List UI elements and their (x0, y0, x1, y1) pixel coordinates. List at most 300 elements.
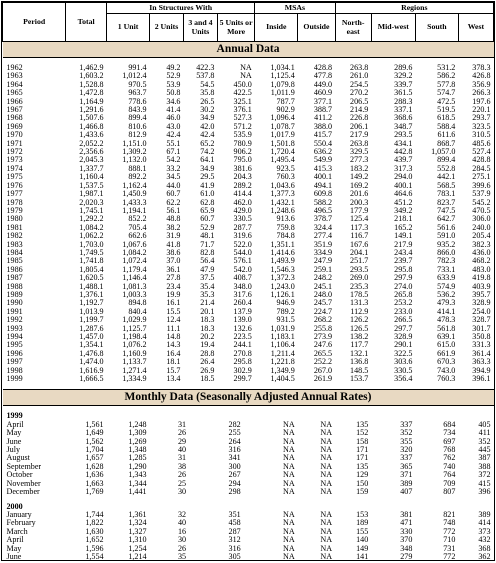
cell-outside: NA (320, 535, 333, 545)
cell-northeast: 251.7 (350, 256, 369, 266)
cell-south: 760.3 (437, 374, 456, 384)
cell-period: April (6, 535, 24, 545)
cell-two-units: 36.1 (166, 264, 181, 274)
cell-west: 240.0 (472, 222, 491, 232)
cell-total: 1,652 (85, 535, 104, 545)
cell-inside: 1,106.4 (270, 340, 295, 350)
cell-outside: NA (320, 461, 333, 471)
cell-inside: NA (283, 487, 295, 497)
cell-total: 1,663 (85, 478, 104, 488)
cell-total: 1,376.1 (79, 289, 104, 299)
cell-two-units: 50.8 (166, 88, 181, 98)
cell-west: 301.7 (472, 323, 491, 333)
cell-period: 1988 (6, 281, 23, 291)
cell-west: 396.1 (472, 374, 491, 384)
cell-five-plus-units: 294 (228, 478, 241, 488)
cell-one-unit: 705.4 (128, 222, 147, 232)
cell-inside: 1,349.9 (270, 365, 295, 375)
cell-midwest: 337 (400, 453, 413, 463)
cell-five-plus-units: 255 (228, 428, 241, 438)
cell-northeast: 269.0 (350, 273, 369, 283)
year-header-row (3, 503, 494, 511)
header-outside: Outside (298, 14, 335, 42)
cell-midwest: 320 (400, 445, 413, 455)
cell-midwest: 218.1 (394, 214, 413, 224)
cell-period: 1989 (6, 289, 23, 299)
cell-outside: 428.8 (313, 63, 333, 72)
cell-inside: 1,501.8 (270, 138, 295, 148)
cell-outside: 255.8 (313, 323, 333, 333)
cell-period: 1983 (6, 239, 23, 249)
table-row (3, 421, 494, 429)
cell-west: 372 (478, 470, 491, 480)
cell-northeast: 125.4 (350, 214, 369, 224)
cell-northeast: 126.2 (350, 315, 369, 325)
cell-inside: NA (283, 535, 295, 545)
cell-five-plus-units: 576.1 (233, 256, 252, 266)
year-header-row (3, 412, 494, 420)
cell-northeast: 183.2 (350, 163, 369, 173)
cell-inside: 1,043.6 (270, 180, 295, 190)
cell-midwest: 337.1 (394, 105, 413, 115)
cell-two-units: 34.6 (166, 96, 181, 106)
cell-northeast: 149.2 (350, 172, 369, 182)
cell-two-to-four-units: 32 (177, 509, 187, 519)
cell-northeast: 112.9 (350, 306, 369, 316)
cell-west: 389 (478, 509, 491, 519)
cell-five-plus-units: 132.6 (233, 323, 252, 333)
cell-three-four-units: 71.7 (200, 239, 215, 249)
table-row (3, 454, 494, 462)
cell-five-plus-units: 316 (228, 543, 241, 553)
cell-south: 472.5 (437, 96, 456, 106)
cell-two-units: 48.8 (166, 214, 181, 224)
cell-inside: 946.9 (276, 298, 295, 308)
cell-total: 1,337.7 (79, 163, 104, 173)
cell-period: 1968 (6, 113, 23, 123)
cell-period: 1970 (6, 130, 23, 140)
cell-two-units: 34.5 (166, 172, 181, 182)
cell-outside: 247.6 (313, 340, 333, 350)
cell-outside: NA (320, 478, 333, 488)
cell-south: 740 (443, 461, 456, 471)
cell-midwest: 290.1 (394, 340, 413, 350)
cell-inside: 1,248.6 (270, 205, 295, 215)
cell-west: 411 (478, 428, 491, 438)
table-row (3, 536, 494, 544)
cell-west: 399.6 (472, 180, 491, 190)
cell-three-four-units: 54.5 (200, 79, 215, 89)
cell-outside: 609.8 (313, 189, 333, 199)
cell-two-units: 14.3 (166, 340, 181, 350)
cell-period: 1980 (6, 214, 23, 224)
cell-total: 1,474.0 (79, 357, 104, 367)
cell-total: 1,741.8 (79, 256, 104, 266)
cell-five-plus-units: 376.1 (233, 105, 252, 115)
cell-midwest: 293.5 (394, 130, 413, 140)
cell-period: 1962 (6, 63, 23, 72)
cell-three-four-units: 20.1 (200, 306, 215, 316)
table-row (3, 488, 494, 496)
cell-inside: NA (283, 470, 295, 480)
annual-data-banner: Annual Data (3, 42, 494, 58)
cell-total: 1,472.8 (79, 88, 104, 98)
cell-outside: NA (320, 445, 333, 455)
cell-total: 1,628 (85, 461, 104, 471)
cell-two-units: 62.2 (166, 197, 181, 207)
cell-south: 935.2 (437, 239, 456, 249)
cell-one-unit: 1,081.3 (122, 281, 147, 291)
cell-three-four-units: 37.5 (200, 273, 215, 283)
cell-inside: NA (283, 518, 295, 528)
cell-outside: NA (320, 487, 333, 497)
cell-total: 1,084.2 (79, 222, 104, 232)
cell-west: 436.0 (472, 247, 491, 257)
cell-south: 772 (443, 551, 456, 561)
cell-northeast: 150 (356, 478, 369, 488)
cell-total: 1,987.1 (79, 189, 104, 199)
cell-one-unit: 852.2 (128, 214, 147, 224)
cell-outside: NA (320, 518, 333, 528)
cell-three-four-units: 26.4 (200, 357, 215, 367)
cell-period: 1985 (6, 256, 23, 266)
cell-period: 1971 (6, 138, 23, 148)
cell-two-units: 37.0 (166, 256, 181, 266)
cell-south: 866.0 (437, 247, 456, 257)
cell-three-four-units: 41.9 (200, 180, 215, 190)
cell-outside: 334.9 (313, 247, 333, 257)
cell-inside: NA (283, 453, 295, 463)
cell-three-four-units: 26.9 (200, 365, 215, 375)
cell-outside: 588.2 (313, 197, 333, 207)
cell-two-to-four-units: 16 (177, 526, 187, 536)
cell-three-four-units: 60.7 (200, 214, 215, 224)
cell-two-units: 16.4 (166, 348, 181, 358)
cell-south: 574.7 (437, 88, 456, 98)
cell-northeast: 217.9 (350, 130, 369, 140)
header-period: Period (3, 3, 66, 42)
cell-west: 328.9 (472, 298, 491, 308)
cell-midwest: 329.2 (394, 71, 413, 81)
annual-data-section (3, 42, 494, 384)
cell-outside: 248.2 (313, 273, 333, 283)
cell-inside: NA (283, 419, 295, 429)
cell-west: 254.0 (472, 306, 491, 316)
cell-three-four-units: 64.1 (200, 155, 215, 165)
cell-five-plus-units: 330.5 (233, 214, 252, 224)
cell-two-units: 43.0 (166, 121, 181, 131)
cell-outside: 494.1 (313, 180, 333, 190)
cell-midwest: 265.8 (394, 289, 413, 299)
cell-west: 205.4 (472, 231, 491, 241)
cell-northeast: 135 (356, 461, 369, 471)
cell-one-unit: 1,310 (128, 535, 147, 545)
cell-one-unit: 1,285 (128, 453, 147, 463)
cell-outside: 261.9 (313, 374, 333, 384)
table-row (3, 511, 494, 519)
cell-five-plus-units: 305 (228, 551, 241, 561)
cell-total: 1,603.2 (79, 71, 104, 81)
cell-inside: 1,495.4 (270, 155, 295, 165)
cell-five-plus-units: 381.6 (233, 163, 252, 173)
cell-northeast: 263.8 (350, 138, 369, 148)
cell-south: 588.4 (437, 121, 456, 131)
cell-five-plus-units: 300 (228, 461, 241, 471)
cell-two-units: 67.1 (166, 147, 181, 157)
cell-period: October (6, 470, 33, 480)
cell-west: 395.7 (472, 289, 491, 299)
cell-three-four-units: 34.9 (200, 163, 215, 173)
cell-northeast: 200.3 (350, 197, 369, 207)
cell-outside: 388.7 (313, 105, 333, 115)
cell-outside: 351.9 (313, 239, 333, 249)
cell-northeast: 153 (356, 509, 369, 519)
cell-south: 586.2 (437, 71, 456, 81)
cell-two-units: 15.5 (166, 306, 181, 316)
cell-northeast: 153.7 (350, 374, 369, 384)
cell-period: 1979 (6, 205, 23, 215)
cell-south: 1,057.0 (431, 147, 456, 157)
cell-inside: 902.9 (276, 105, 295, 115)
cell-west: 468.2 (472, 256, 491, 266)
cell-northeast: 189 (356, 518, 369, 528)
cell-two-units: 27.8 (166, 273, 181, 283)
cell-period: January (6, 509, 32, 519)
cell-northeast: 329.5 (350, 147, 369, 157)
cell-midwest: 355 (400, 436, 413, 446)
cell-total: 1,554 (85, 551, 104, 561)
cell-midwest: 239.7 (394, 256, 413, 266)
cell-midwest: 297.7 (394, 323, 413, 333)
cell-outside: 636.2 (313, 147, 333, 157)
cell-one-unit: 840.4 (128, 306, 147, 316)
cell-inside: NA (283, 428, 295, 438)
cell-northeast: 149 (356, 543, 369, 553)
table-row (3, 463, 494, 471)
housing-starts-table (2, 2, 494, 561)
cell-total: 1,562 (85, 436, 104, 446)
cell-inside: 1,011.9 (270, 88, 295, 98)
cell-midwest: 217.9 (394, 239, 413, 249)
cell-five-plus-units: 295.8 (233, 357, 252, 367)
cell-three-four-units: 62.8 (200, 197, 215, 207)
cell-period: 1978 (6, 197, 23, 207)
cell-two-to-four-units: 40 (177, 445, 187, 455)
cell-midwest: 439.7 (394, 155, 413, 165)
cell-one-unit: 963.7 (128, 88, 147, 98)
cell-inside: NA (283, 461, 295, 471)
cell-period: June (6, 551, 22, 561)
cell-midwest: 370 (400, 535, 413, 545)
cell-west: 275.1 (472, 172, 491, 182)
cell-three-four-units: 34.9 (200, 113, 215, 123)
cell-south: 531.2 (437, 63, 456, 72)
cell-west: 387 (478, 453, 491, 463)
cell-outside: 415.7 (313, 130, 333, 140)
cell-inside: 923.5 (276, 163, 295, 173)
table-row (3, 471, 494, 479)
cell-one-unit: 1,248 (128, 419, 147, 429)
cell-total: 1,466.8 (79, 121, 104, 131)
cell-south: 611.6 (437, 130, 456, 140)
cell-outside: NA (320, 551, 333, 561)
cell-three-four-units: 82.8 (200, 247, 215, 257)
cell-one-unit: 1,194.1 (122, 205, 147, 215)
cell-five-plus-units: 458 (228, 518, 241, 528)
cell-outside: 415.3 (313, 163, 333, 173)
cell-five-plus-units: 298 (228, 487, 241, 497)
cell-inside: 1,221.8 (270, 357, 295, 367)
cell-west: 485.6 (472, 138, 491, 148)
cell-inside: 931.5 (276, 315, 295, 325)
cell-two-units: 33.2 (166, 163, 181, 173)
cell-west: 356.9 (472, 79, 491, 89)
cell-five-plus-units: 450.0 (233, 79, 252, 89)
cell-midwest: 407 (400, 487, 413, 497)
cell-outside: 267.0 (313, 365, 333, 375)
cell-south: 772 (443, 526, 456, 536)
cell-two-units: 52.9 (166, 71, 181, 81)
cell-northeast: 204.1 (350, 247, 369, 257)
cell-inside: 1,414.6 (270, 247, 295, 257)
cell-three-four-units: 42.4 (200, 130, 215, 140)
cell-one-unit: 892.2 (128, 172, 147, 182)
cell-midwest: 330 (400, 526, 413, 536)
cell-inside: NA (283, 526, 295, 536)
cell-three-four-units: 35.8 (200, 88, 215, 98)
cell-five-plus-units: 299.7 (233, 374, 252, 384)
cell-inside: NA (283, 478, 295, 488)
cell-three-four-units: 74.2 (200, 147, 215, 157)
cell-one-unit: 1,254 (128, 543, 147, 553)
cell-total: 1,192.7 (79, 298, 104, 308)
cell-five-plus-units: 422.5 (233, 88, 252, 98)
cell-three-four-units: 18.3 (200, 315, 215, 325)
cell-northeast: 169.2 (350, 180, 369, 190)
cell-northeast: 140 (356, 535, 369, 545)
cell-south: 748 (443, 518, 456, 528)
cell-period: February (6, 518, 36, 528)
cell-total: 1,666.5 (79, 374, 104, 384)
cell-outside: 252.2 (313, 357, 333, 367)
cell-midwest: 389 (400, 478, 413, 488)
cell-period: 1977 (6, 189, 23, 199)
cell-west: 284.5 (472, 163, 491, 173)
cell-inside: 1,078.7 (270, 121, 295, 131)
cell-one-unit: 1,344 (128, 478, 147, 488)
cell-west: 426.8 (472, 71, 491, 81)
cell-total: 1,744 (85, 509, 104, 519)
cell-five-plus-units: 289.2 (233, 180, 252, 190)
year-label: 2000 (6, 501, 23, 511)
cell-south: 561.6 (437, 222, 456, 232)
cell-west: 266.3 (472, 88, 491, 98)
cell-period: 1969 (6, 121, 23, 131)
cell-two-units: 49.2 (166, 63, 181, 72)
cell-one-unit: 899.4 (128, 113, 147, 123)
cell-south: 684 (443, 419, 456, 429)
cell-total: 1,636 (85, 470, 104, 480)
cell-inside: 1,034.1 (270, 63, 295, 72)
cell-outside: 378.7 (313, 214, 333, 224)
cell-period: 1995 (6, 340, 23, 350)
cell-one-unit: 662.6 (128, 231, 147, 241)
cell-west: 361.4 (472, 348, 491, 358)
cell-period: November (6, 478, 41, 488)
cell-midwest: 243.4 (394, 247, 413, 257)
cell-three-four-units: 20.2 (200, 332, 215, 341)
cell-five-plus-units: 267 (228, 470, 241, 480)
cell-midwest: 297.9 (394, 273, 413, 283)
cell-five-plus-units: 137.9 (233, 306, 252, 316)
cell-south: 478.3 (437, 315, 456, 325)
cell-period: 1993 (6, 323, 23, 333)
cell-outside: NA (320, 428, 333, 438)
cell-outside: 268.2 (313, 315, 333, 325)
cell-five-plus-units: 139.0 (233, 315, 252, 325)
cell-three-four-units: 65.9 (200, 205, 215, 215)
cell-south: 697 (443, 436, 456, 446)
header-inside: Inside (255, 14, 298, 42)
cell-outside: 411.2 (314, 113, 333, 123)
cell-two-units: 38.2 (166, 222, 181, 232)
cell-two-to-four-units: 29 (177, 436, 187, 446)
cell-south: 642.7 (437, 214, 456, 224)
header-one-unit: 1 Unit (107, 14, 150, 42)
cell-midwest: 348.7 (394, 121, 413, 131)
cell-five-plus-units: 542.0 (233, 264, 252, 274)
cell-inside: 1,404.5 (270, 374, 295, 384)
cell-inside: 1,432.1 (270, 197, 295, 207)
cell-northeast: 152 (356, 428, 369, 438)
cell-west: 362 (478, 551, 491, 561)
cell-west: 350.8 (472, 332, 491, 341)
cell-period: 1975 (6, 172, 23, 182)
cell-inside: 1,720.4 (270, 147, 295, 157)
cell-total: 1,488.1 (79, 281, 104, 291)
cell-period: 1984 (6, 247, 23, 257)
cell-midwest: 365 (400, 461, 413, 471)
cell-period: 1991 (6, 306, 23, 316)
cell-total: 1,476.8 (79, 348, 104, 358)
cell-five-plus-units: 287 (228, 526, 241, 536)
cell-period: May (6, 543, 22, 553)
cell-midwest: 279 (400, 551, 413, 561)
cell-outside: 388.0 (313, 121, 333, 131)
cell-midwest: 165.2 (394, 222, 413, 232)
cell-one-unit: 1,160.9 (122, 348, 147, 358)
cell-three-four-units: 48.1 (200, 231, 215, 241)
cell-west: 310.5 (472, 130, 491, 140)
cell-total: 2,020.3 (79, 197, 104, 207)
table-row (3, 553, 494, 561)
cell-south: 710 (443, 535, 456, 545)
cell-outside: 247.9 (313, 256, 333, 266)
cell-south: 823.7 (437, 197, 456, 207)
cell-midwest: 328.9 (394, 332, 413, 341)
cell-outside: 248.0 (313, 289, 333, 299)
cell-inside: 789.2 (276, 306, 295, 316)
cell-two-to-four-units: 31 (177, 453, 187, 463)
cell-northeast: 167.6 (350, 239, 369, 249)
cell-west: 373 (478, 526, 491, 536)
cell-west: 197.6 (472, 96, 491, 106)
header-northeast: North-east (335, 14, 371, 42)
cell-midwest: 253.2 (394, 298, 413, 308)
cell-one-unit: 1,324 (128, 518, 147, 528)
cell-inside: NA (283, 543, 295, 553)
cell-two-units: 38.6 (166, 247, 181, 257)
